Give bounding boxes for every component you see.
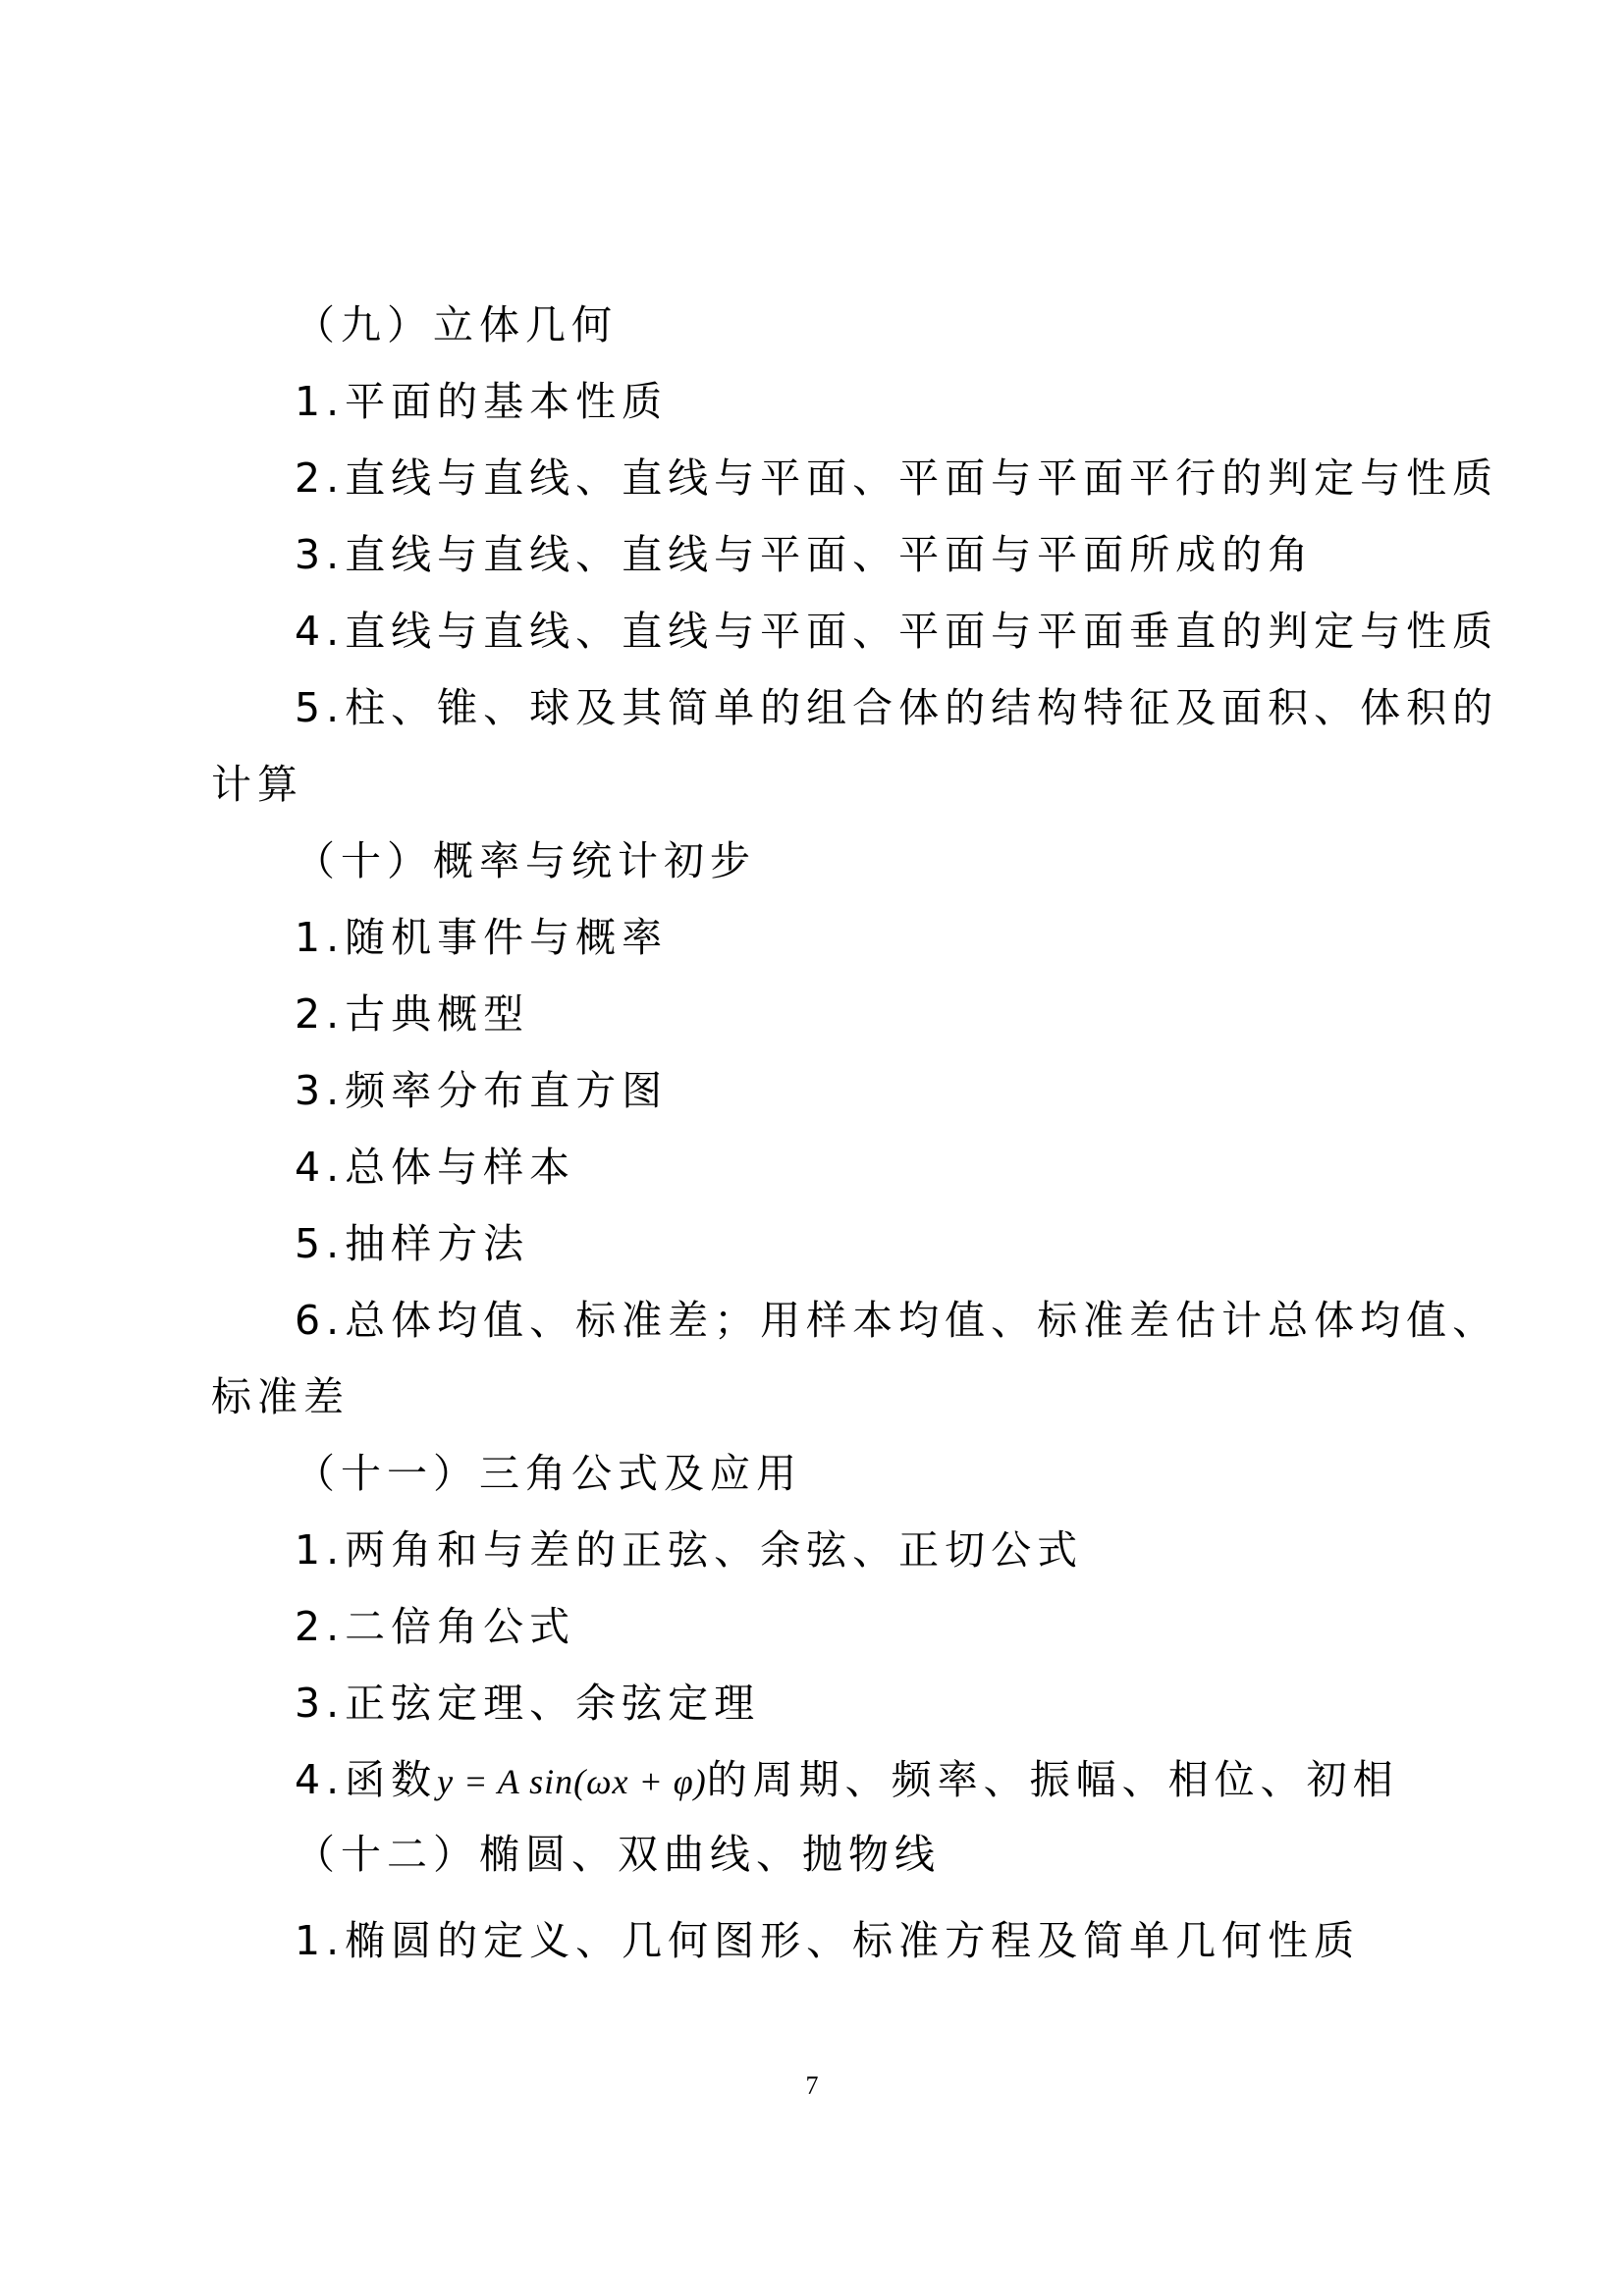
sine-formula: y = A sin(ωx + φ)	[437, 1762, 707, 1801]
section-heading-solid-geometry: （九）立体几何	[295, 301, 618, 348]
list-item-continuation: 标准差	[211, 1373, 350, 1420]
list-item-continuation: 计算	[211, 761, 303, 808]
list-item: 4.总体与样本	[295, 1144, 576, 1191]
list-item-prefix: 4.函数	[295, 1756, 438, 1803]
list-item: 1.椭圆的定义、几何图形、标准方程及简单几何性质	[295, 1917, 1361, 1964]
list-item: 3.正弦定理、余弦定理	[295, 1680, 761, 1727]
list-item: 1.随机事件与概率	[295, 914, 669, 961]
list-item: 3.频率分布直方图	[295, 1067, 669, 1114]
list-item: 3.直线与直线、直线与平面、平面与平面所成的角	[295, 531, 1315, 578]
list-item: 2.古典概型	[295, 990, 530, 1038]
list-item: 5.抽样方法	[295, 1220, 530, 1267]
section-heading-probability: （十）概率与统计初步	[295, 837, 756, 884]
list-item: 4.直线与直线、直线与平面、平面与平面垂直的判定与性质	[295, 608, 1499, 655]
list-item: 5.柱、锥、球及其简单的组合体的结构特征及面积、体积的	[295, 684, 1499, 731]
page-number: 7	[805, 2071, 819, 2100]
list-item: 2.二倍角公式	[295, 1603, 576, 1650]
list-item-formula	[295, 1756, 1399, 1803]
list-item-suffix: 的周期、频率、振幅、相位、初相	[706, 1756, 1399, 1803]
section-heading-trigonometry: （十一）三角公式及应用	[295, 1450, 802, 1497]
list-item: 2.直线与直线、直线与平面、平面与平面平行的判定与性质	[295, 454, 1499, 502]
section-heading-conics: （十二）椭圆、双曲线、抛物线	[295, 1831, 941, 1878]
list-item: 1.两角和与差的正弦、余弦、正切公式	[295, 1526, 1084, 1574]
list-item: 1.平面的基本性质	[295, 378, 669, 425]
list-item: 6.总体均值、标准差；用样本均值、标准差估计总体均值、	[295, 1297, 1499, 1344]
